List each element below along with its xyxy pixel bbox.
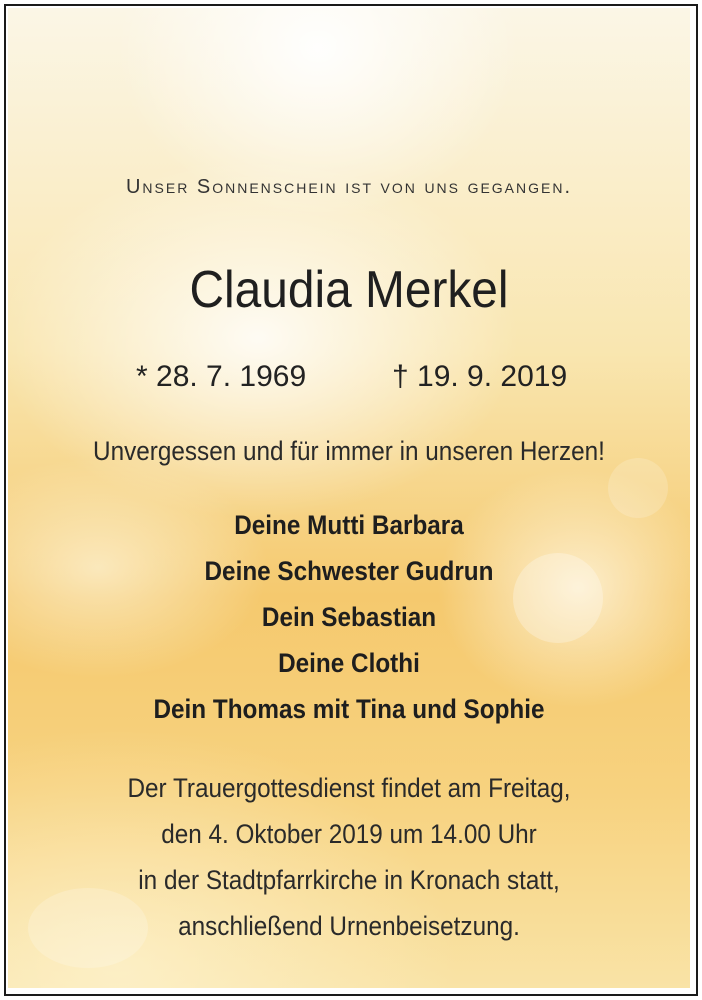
service-line: anschließend Urnenbeisetzung. [178,911,520,941]
deceased-name: Claudia Merkel [189,261,509,319]
mourner-line: Dein Thomas mit Tina und Sophie [153,694,545,724]
mourner-line: Deine Clothi [278,648,420,678]
birth-date: * 28. 7. 1969 [136,360,307,393]
service-line: in der Stadtpfarrkirche in Kronach statt, [138,865,560,895]
service-line: Der Trauergottesdienst findet am Freitag, [127,773,571,803]
obituary-notice [8,8,690,988]
mourner-line: Dein Sebastian [261,602,437,632]
light-bokeh [608,458,668,518]
remembrance-line: Unvergessen und für immer in unseren Herzen! [93,436,605,466]
motto: Unser Sonnenschein ist von uns gegangen. [125,176,573,198]
mourner-line: Deine Schwester Gudrun [204,556,494,586]
mourner-line: Deine Mutti Barbara [234,510,464,540]
death-date: † 19. 9. 2019 [392,360,568,393]
service-line: den 4. Oktober 2019 um 14.00 Uhr [161,819,537,849]
